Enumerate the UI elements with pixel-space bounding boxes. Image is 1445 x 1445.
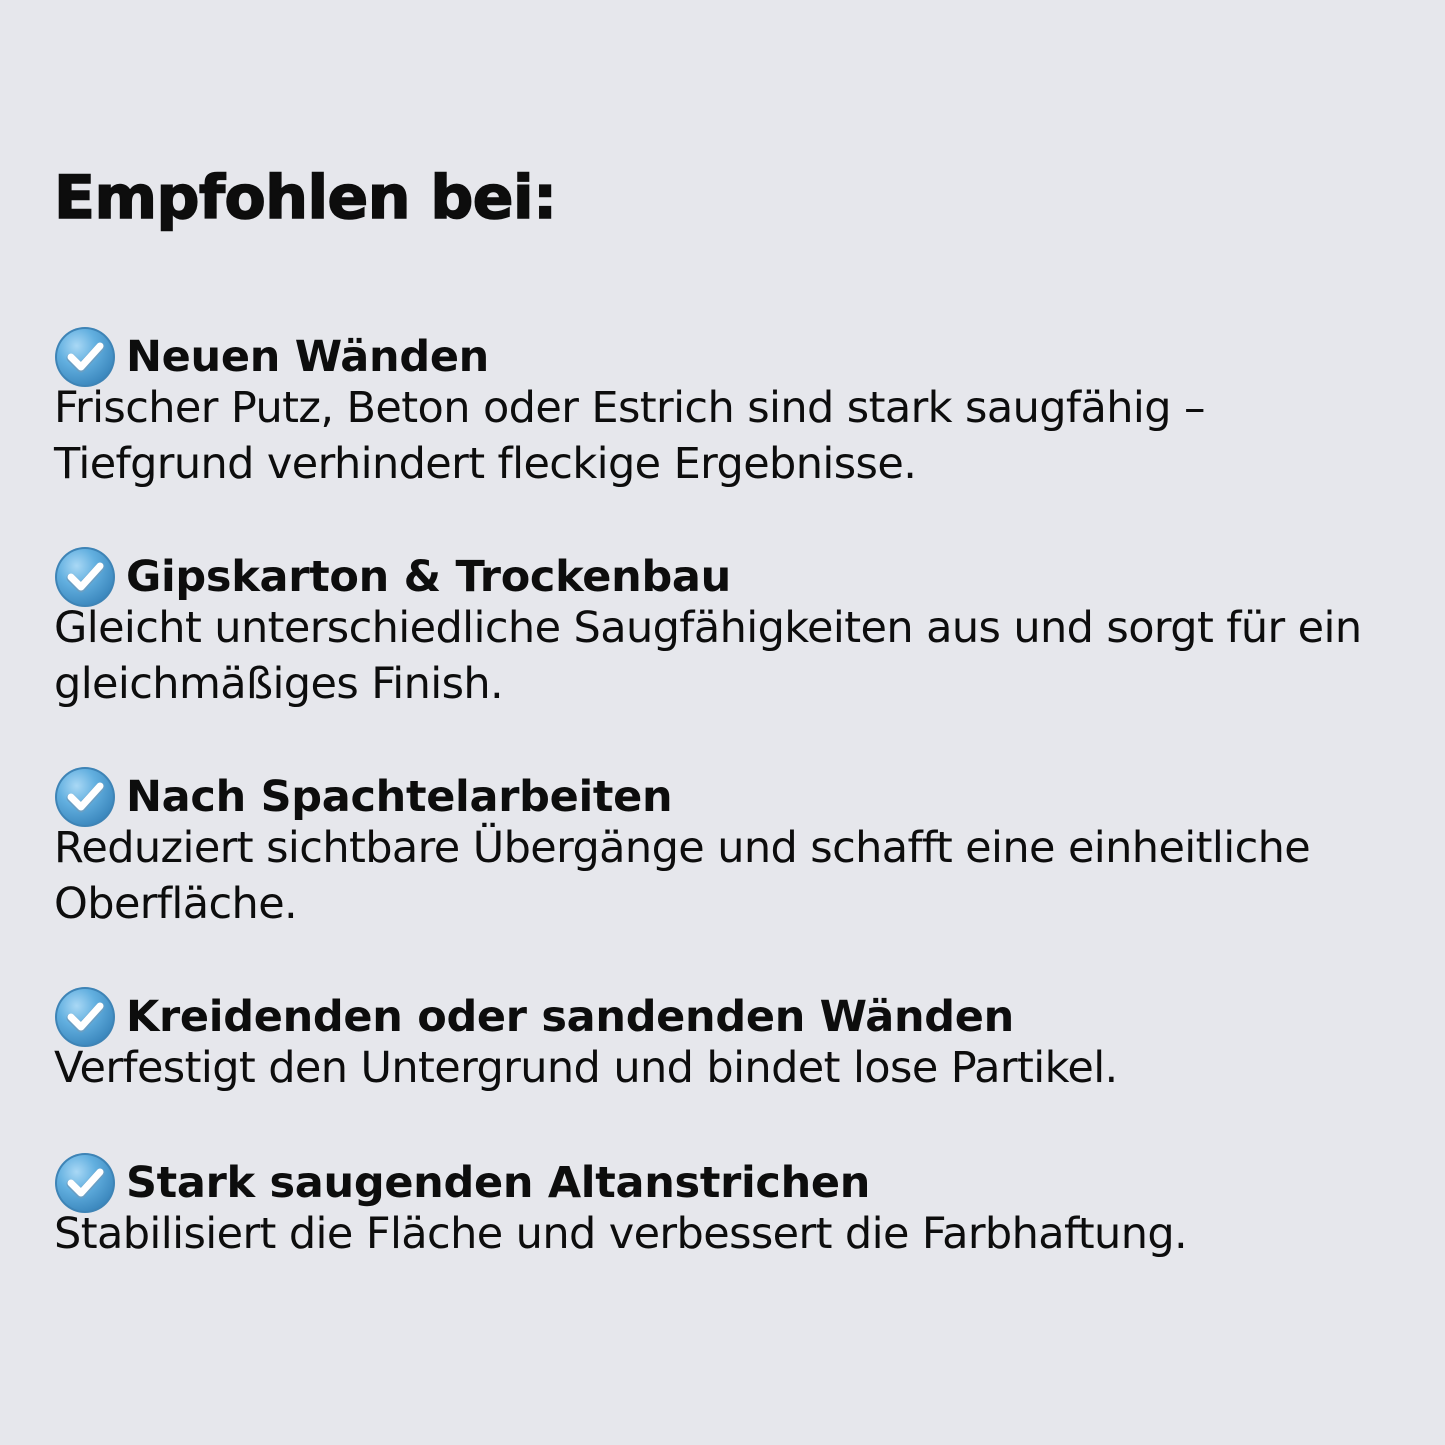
check-badge-icon: [54, 326, 116, 388]
page-title: Empfohlen bei:: [54, 163, 557, 233]
item-heading: [54, 1152, 1384, 1214]
check-badge-icon: [54, 766, 116, 828]
list-item: [54, 1152, 1384, 1262]
list-item: [54, 766, 1384, 932]
item-description: Verfestigt den Untergrund und bindet lose Partikel.: [54, 1043, 1118, 1093]
item-description: Gleicht unterschiedliche Saugfähigkeiten aus und sorgt für ein gleichmäßiges Finish.: [54, 603, 1362, 709]
check-badge-icon: [54, 1152, 116, 1214]
item-heading: [54, 766, 1384, 828]
list-item: [54, 546, 1384, 712]
item-description: Stabilisiert die Fläche und verbessert die Farbhaftung.: [54, 1209, 1188, 1259]
item-title: Stark saugenden Altanstrichen: [126, 1158, 871, 1208]
check-badge-icon: [54, 986, 116, 1048]
item-heading: [54, 986, 1384, 1048]
item-title: Nach Spachtelarbeiten: [126, 772, 673, 822]
list-item: [54, 326, 1384, 492]
item-description: Reduziert sichtbare Übergänge und schafft eine einheitliche Oberfläche.: [54, 823, 1311, 929]
item-title: Neuen Wänden: [126, 332, 489, 382]
item-heading: [54, 546, 1384, 608]
check-badge-icon: [54, 546, 116, 608]
item-title: Kreidenden oder sandenden Wänden: [126, 992, 1014, 1042]
item-title: Gipskarton & Trockenbau: [126, 552, 731, 602]
list-item: [54, 986, 1384, 1096]
item-description: Frischer Putz, Beton oder Estrich sind stark saugfähig – Tiefgrund verhindert fleckige Ergebnisse.: [54, 383, 1205, 489]
item-heading: [54, 326, 1384, 388]
